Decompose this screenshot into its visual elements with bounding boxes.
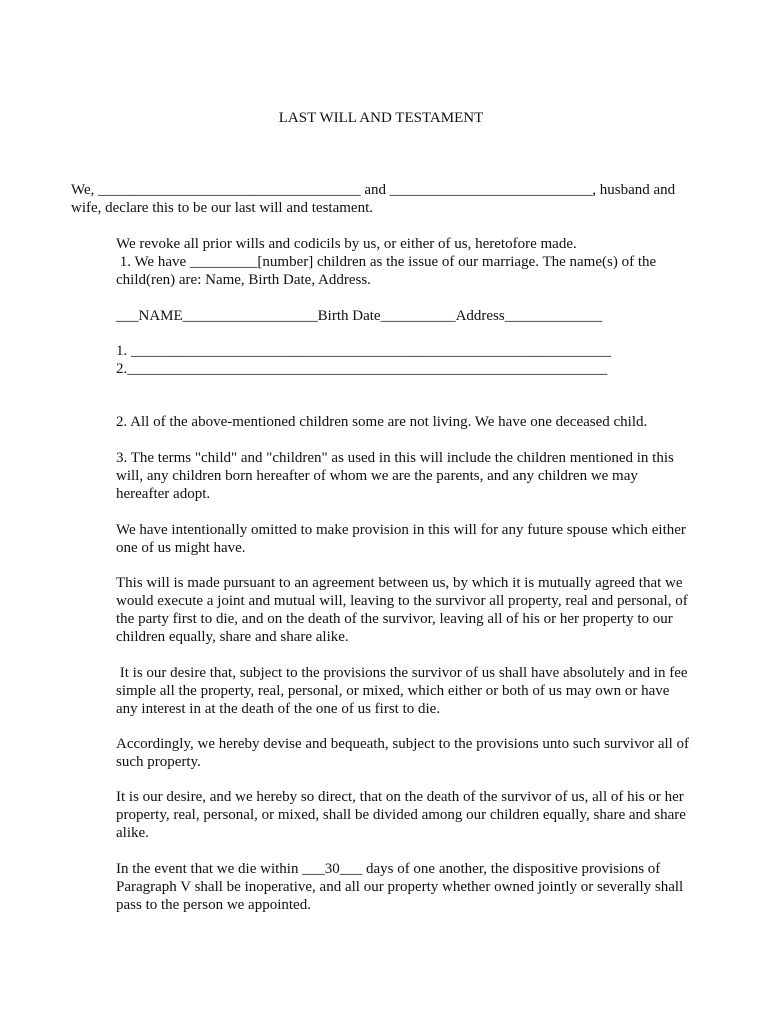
agreement-line-1: This will is made pursuant to an agreement between us, by which it is mutually agreed that we bbox=[116, 575, 683, 591]
agreement-line-2: would execute a joint and mutual will, leaving to the survivor all property, real and personal, of bbox=[116, 593, 688, 609]
clause-3-line-1: 3. The terms "child" and "children" as used in this will include the children mentioned in this bbox=[116, 450, 674, 466]
bequeath-line-2: such property. bbox=[116, 754, 201, 770]
desire-line-2: simple all the property, real, personal, or mixed, which either or both of us may own or have bbox=[116, 683, 670, 699]
document-title: LAST WILL AND TESTAMENT bbox=[278, 110, 484, 126]
division-line-1: It is our desire, and we hereby so direct, that on the death of the survivor of us, all of his or her bbox=[116, 789, 684, 805]
simultaneous-death-line-2: Paragraph V shall be inoperative, and all our property whether owned jointly or severally shall bbox=[116, 879, 684, 895]
omission-line-1: We have intentionally omitted to make provision in this will for any future spouse which either bbox=[116, 522, 686, 538]
agreement-line-4: children equally, share and share alike. bbox=[116, 629, 349, 645]
desire-line-3: any interest in at the death of the one of us first to die. bbox=[116, 701, 441, 717]
omission-line-2: one of us might have. bbox=[116, 540, 246, 556]
children-clause-line-2: child(ren) are: Name, Birth Date, Address. bbox=[116, 272, 371, 288]
division-line-3: alike. bbox=[116, 825, 149, 841]
simultaneous-death-line-3: pass to the person we appointed. bbox=[116, 897, 311, 913]
desire-line-1: It is our desire that, subject to the provisions the survivor of us shall have absolutely and in fee bbox=[116, 665, 688, 681]
revoke-clause: We revoke all prior wills and codicils by us, or either of us, heretofore made. bbox=[116, 236, 577, 252]
children-table-row-1: 1. ________________________________________________________________ bbox=[116, 343, 611, 359]
children-table-header: ___NAME__________________Birth Date__________Address_____________ bbox=[116, 308, 603, 324]
clause-3-line-3: hereafter adopt. bbox=[116, 486, 211, 502]
intro-line-2: wife, declare this to be our last will and testament. bbox=[71, 200, 373, 216]
clause-2: 2. All of the above-mentioned children some are not living. We have one deceased child. bbox=[116, 414, 648, 430]
children-clause-line-1: 1. We have _________[number] children as the issue of our marriage. The name(s) of the bbox=[116, 254, 657, 270]
bequeath-line-1: Accordingly, we hereby devise and bequeath, subject to the provisions unto such survivor all of bbox=[116, 736, 690, 752]
division-line-2: property, real, personal, or mixed, shall be divided among our children equally, share and share bbox=[116, 807, 686, 823]
agreement-line-3: the party first to die, and on the death of the survivor, leaving all of his or her property to our bbox=[116, 611, 673, 627]
intro-line-1: We, ___________________________________ and ___________________________, husband and bbox=[71, 182, 676, 198]
simultaneous-death-line-1: In the event that we die within ___30___ days of one another, the dispositive provisions of bbox=[116, 861, 661, 877]
children-table-row-2: 2.________________________________________________________________ bbox=[116, 361, 608, 377]
clause-3-line-2: will, any children born hereafter of whom we are the parents, and any children we may bbox=[116, 468, 638, 484]
